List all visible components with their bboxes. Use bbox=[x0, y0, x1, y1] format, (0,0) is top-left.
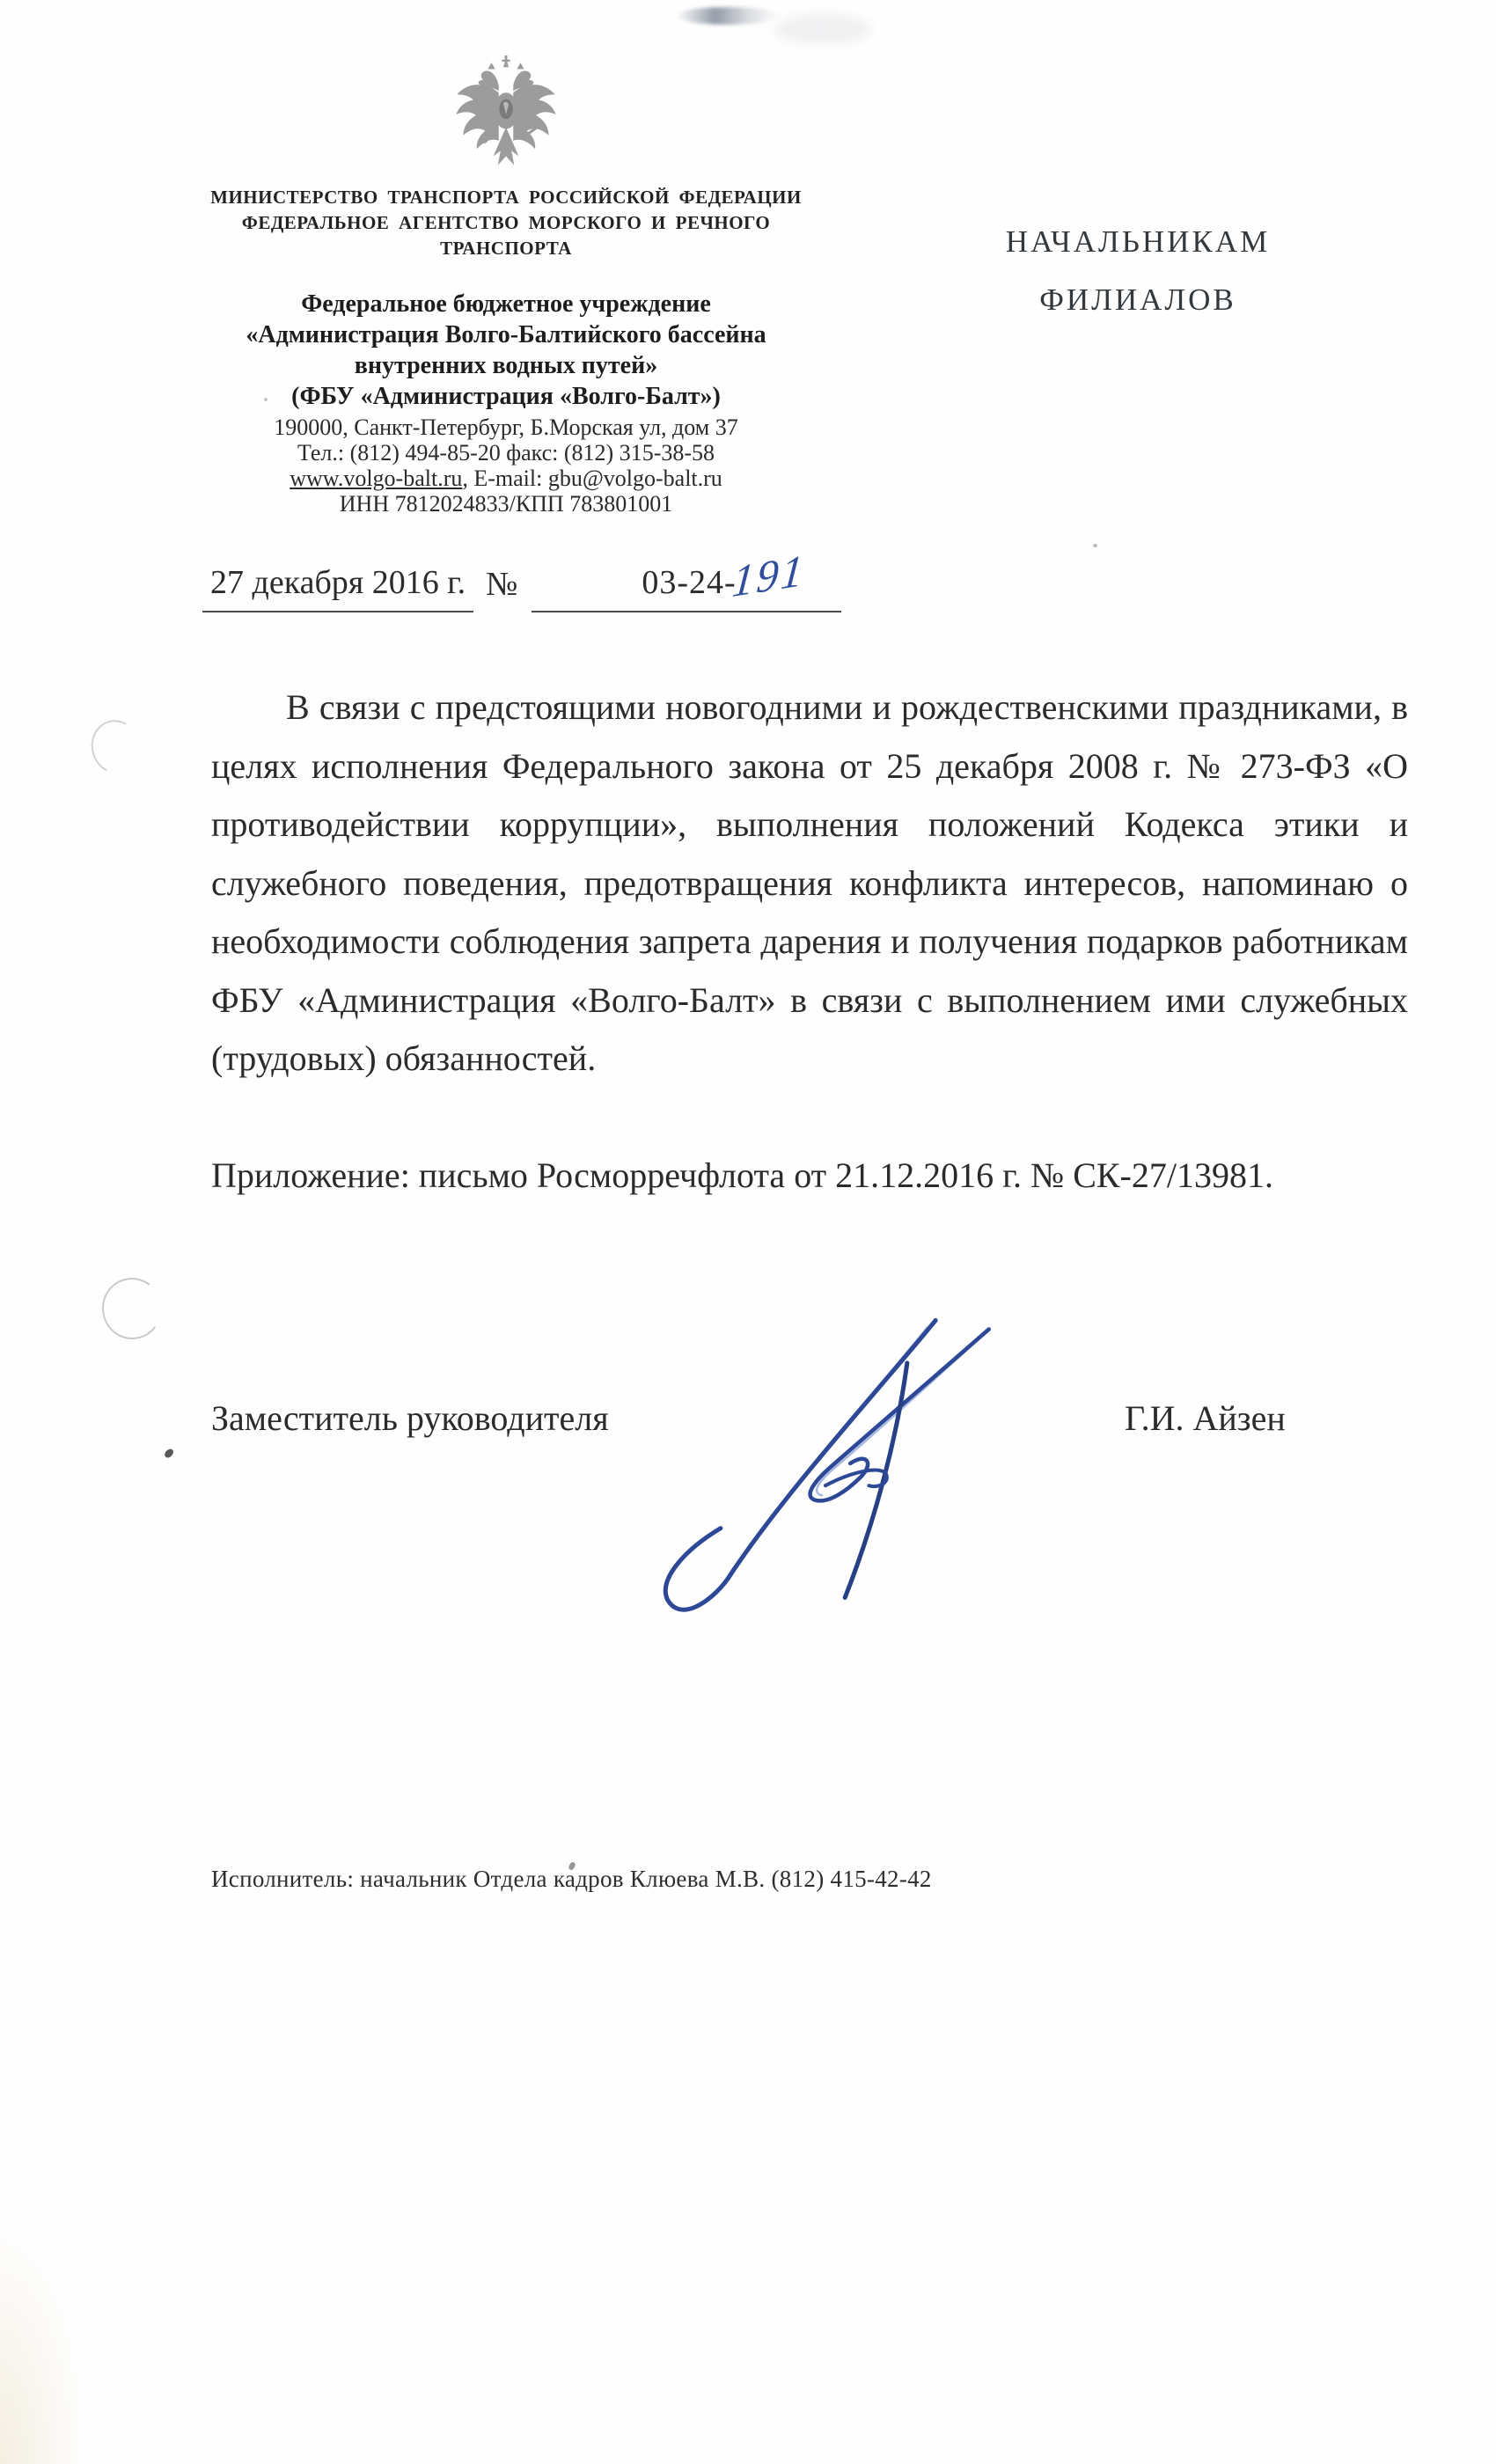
org-name-line-3: внутренних водных путей» bbox=[354, 352, 658, 379]
body-line: В связи с предстоящими новогодними и рождественскими праздниками, в bbox=[286, 687, 1408, 727]
scan-artifact-top-smudge bbox=[676, 7, 780, 25]
scan-artifact-corner-tint bbox=[0, 2235, 84, 2464]
email-address: , E-mail: gbu@volgo-balt.ru bbox=[462, 466, 722, 491]
body-line: служебного поведения, предотвращения конфликта интересов, напоминаю о bbox=[211, 862, 1408, 903]
website-url: www.volgo-balt.ru bbox=[290, 466, 463, 491]
coat-of-arms-emblem bbox=[198, 55, 814, 172]
outgoing-number-prefix: 03-24- bbox=[642, 564, 737, 601]
body-line: противодействии коррупции», выполнения положений Кодекса этики и bbox=[211, 804, 1408, 844]
letter-body bbox=[211, 678, 1408, 1089]
signer-name: Г.И. Айзен bbox=[1125, 1398, 1286, 1438]
outgoing-number-field bbox=[532, 544, 841, 612]
addressee-block bbox=[993, 213, 1283, 329]
number-sign: № bbox=[486, 566, 518, 603]
ministry-line-1: МИНИСТЕРСТВО ТРАНСПОРТА РОССИЙСКОЙ ФЕДЕРАЦИИ bbox=[210, 187, 802, 208]
ministry-line-2: ФЕДЕРАЛЬНОЕ АГЕНТСТВО МОРСКОГО И РЕЧНОГО ТРАНСПОРТА bbox=[241, 212, 771, 259]
org-short-name: (ФБУ «Администрация «Волго-Балт») bbox=[291, 383, 721, 410]
scan-artifact-arc-1 bbox=[84, 714, 148, 781]
body-line: необходимости соблюдения запрета дарения и получения подарков работникам bbox=[211, 921, 1408, 961]
addressee-line-1: НАЧАЛЬНИКАМ bbox=[1005, 224, 1271, 259]
double-headed-eagle-icon bbox=[451, 55, 561, 172]
body-line: (трудовых) обязанностей. bbox=[211, 1038, 597, 1078]
inn-kpp: ИНН 7812024833/КПП 783801001 bbox=[339, 491, 673, 517]
org-name-line-1: Федеральное бюджетное учреждение bbox=[301, 290, 711, 318]
postal-address: 190000, Санкт-Петербург, Б.Морская ул, дом 37 bbox=[274, 414, 738, 440]
letterhead bbox=[198, 55, 814, 517]
scan-artifact-ink-dot bbox=[164, 1448, 175, 1460]
handwritten-number: 191 bbox=[730, 544, 808, 607]
scan-artifact-arc-2 bbox=[98, 1274, 165, 1344]
date-number-line bbox=[202, 544, 1408, 612]
executor-line: Исполнитель: начальник Отдела кадров Клюева М.В. (812) 415-42-42 bbox=[211, 1866, 932, 1892]
signer-position: Заместитель руководителя bbox=[211, 1398, 609, 1438]
attachment-line: Приложение: письмо Росморречфлота от 21.12.2016 г. № СК-27/13981. bbox=[211, 1155, 1273, 1195]
signature-ink bbox=[641, 1316, 1014, 1619]
addressee-line-2: ФИЛИАЛОВ bbox=[1039, 282, 1236, 317]
scan-artifact-speck-1 bbox=[1093, 544, 1097, 547]
web-email-line bbox=[198, 466, 814, 491]
body-line: ФБУ «Администрация «Волго-Балт» в связи с выполнением ими служебных bbox=[211, 979, 1408, 1020]
org-name-line-2: «Администрация Волго-Балтийского бассейна bbox=[246, 321, 766, 348]
phone-fax: Тел.: (812) 494-85-20 факс: (812) 315-38-58 bbox=[297, 440, 715, 466]
scan-artifact-top-haze bbox=[774, 14, 871, 44]
body-line: целях исполнения Федерального закона от 25 декабря 2008 г. № 273-ФЗ «О bbox=[211, 745, 1408, 786]
document-date: 27 декабря 2016 г. bbox=[202, 563, 473, 612]
